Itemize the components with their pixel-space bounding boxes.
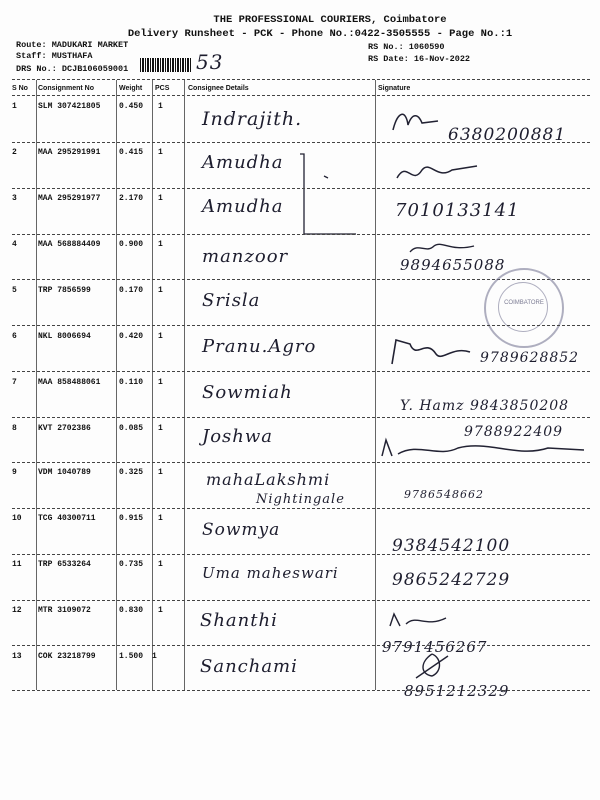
divider — [12, 325, 590, 326]
divider — [12, 600, 590, 601]
consignee-name: mahaLakshmi — [206, 470, 331, 489]
row-sno: 6 — [12, 332, 17, 341]
row-weight: 0.830 — [119, 606, 144, 615]
drs-label: DRS No.: DCJB106059001 — [16, 64, 129, 74]
consignee-name: Joshwa — [202, 426, 274, 447]
handwritten-count: 53 — [196, 50, 224, 74]
row-weight: 0.420 — [119, 332, 144, 341]
row-pcs: 1 — [158, 148, 163, 157]
signature-scribble — [392, 158, 482, 188]
row-pcs: 1 — [158, 332, 163, 341]
row-consignment: COK 23218799 — [38, 652, 96, 661]
row-consignment: MAA 295291977 — [38, 194, 101, 203]
signature-phone: 9791456267 — [382, 638, 488, 656]
divider — [12, 142, 590, 143]
signature-phone: Y. Hamz 9843850208 — [400, 398, 570, 414]
consignee-name: Indrajith. — [202, 108, 303, 130]
col-consignee: Consignee Details — [188, 85, 249, 92]
row-sno: 12 — [12, 606, 22, 615]
staff-label: Staff: MUSTHAFA — [16, 51, 93, 61]
row-pcs: 1 — [158, 424, 163, 433]
divider — [12, 95, 590, 96]
row-pcs: 1 — [158, 514, 163, 523]
signature-scribble — [388, 105, 448, 135]
row-weight: 0.915 — [119, 514, 144, 523]
col-pcs: PCS — [155, 85, 170, 92]
col-consignment: Consignment No — [38, 85, 94, 92]
row-consignment: NKL 8006694 — [38, 332, 91, 341]
row-weight: 2.170 — [119, 194, 144, 203]
route-label: Route: MADUKARI MARKET — [16, 40, 129, 50]
row-sno: 10 — [12, 514, 22, 523]
row-consignment: MAA 295291991 — [38, 148, 101, 157]
row-sno: 2 — [12, 148, 17, 157]
row-sno: 4 — [12, 240, 17, 249]
row-consignment: MAA 568884409 — [38, 240, 101, 249]
row-consignment: TCG 40300711 — [38, 514, 96, 523]
barcode — [140, 58, 192, 72]
row-consignment: VDM 1040789 — [38, 468, 91, 477]
row-weight: 0.900 — [119, 240, 144, 249]
signature-phone: 9786548662 — [404, 488, 484, 501]
divider — [12, 554, 590, 555]
row-pcs: 1 — [158, 194, 163, 203]
company-stamp — [484, 268, 564, 348]
row-sno: 11 — [12, 560, 22, 569]
signature-scribble — [378, 436, 588, 462]
row-consignment: MTR 3109072 — [38, 606, 91, 615]
row-pcs: 1 — [158, 102, 163, 111]
divider — [12, 645, 590, 646]
stamp-text: COIMBATORE — [504, 300, 544, 306]
signature-phone: 8951212329 — [404, 682, 510, 700]
row-pcs: 1 — [152, 652, 157, 661]
divider — [12, 79, 590, 80]
row-weight: 0.110 — [119, 378, 144, 387]
column-rule — [184, 80, 185, 690]
rs-no: RS No.: 1060590 — [368, 42, 445, 52]
signature-scribble — [408, 240, 478, 256]
signature-scribble — [386, 612, 456, 632]
divider — [12, 234, 590, 235]
row-weight: 1.500 — [119, 652, 144, 661]
col-sno: S No — [12, 85, 28, 92]
signature-phone: 9865242729 — [392, 570, 511, 590]
col-signature: Signature — [378, 85, 411, 92]
consignee-name: Uma maheswari — [202, 564, 339, 582]
consignee-name: Sowmya — [202, 520, 281, 540]
row-sno: 9 — [12, 468, 17, 477]
row-pcs: 1 — [158, 240, 163, 249]
consignee-name: Shanthi — [200, 610, 278, 631]
row-pcs: 1 — [158, 468, 163, 477]
row-weight: 0.170 — [119, 286, 144, 295]
consignee-name: Srisla — [202, 290, 261, 311]
row-sno: 7 — [12, 378, 17, 387]
consignee-name: Sanchami — [200, 656, 298, 677]
signature-phone: 9894655088 — [400, 256, 506, 274]
row-consignment: TRP 6533264 — [38, 560, 91, 569]
divider — [12, 371, 590, 372]
column-rule — [375, 80, 376, 690]
rs-date: RS Date: 16-Nov-2022 — [368, 54, 471, 64]
signature-phone: 7010133141 — [395, 200, 520, 221]
signature-scribble — [412, 650, 452, 680]
row-weight: 0.450 — [119, 102, 144, 111]
company-title: THE PROFESSIONAL COURIERS, Coimbatore — [213, 14, 447, 26]
row-weight: 0.085 — [119, 424, 144, 433]
divider — [12, 690, 590, 691]
column-rule — [36, 80, 37, 690]
signature-phone: 6380200881 — [448, 125, 567, 145]
consignee-name: Amudha — [202, 152, 284, 173]
col-weight: Weight — [119, 85, 143, 92]
row-consignment: SLM 307421805 — [38, 102, 101, 111]
consignee-name: Sowmiah — [202, 382, 293, 403]
row-pcs: 1 — [158, 606, 163, 615]
row-weight: 0.325 — [119, 468, 144, 477]
consignee-name: Pranu.Agro — [202, 336, 317, 357]
consignee-name: manzoor — [202, 246, 289, 267]
column-rule — [116, 80, 117, 690]
row-consignment: KVT 2702386 — [38, 424, 91, 433]
signature-phone: 9789628852 — [480, 350, 580, 366]
signature-phone: 9384542100 — [392, 536, 511, 556]
consignee-name-line2: Nightingale — [256, 492, 345, 507]
divider — [12, 508, 590, 509]
row-sno: 13 — [12, 652, 22, 661]
signature-scribble — [386, 334, 476, 368]
row-sno: 1 — [12, 102, 17, 111]
row-pcs: 1 — [158, 378, 163, 387]
divider — [12, 462, 590, 463]
runsheet-title: Delivery Runsheet - PCK - Phone No.:0422-3505555 - Page No.:1 — [127, 28, 513, 40]
row-pcs: 1 — [158, 286, 163, 295]
divider — [12, 417, 590, 418]
row-sno: 8 — [12, 424, 17, 433]
column-rule — [152, 80, 153, 690]
bracket-mark — [296, 150, 366, 240]
consignee-name: Amudha — [202, 196, 284, 217]
row-sno: 5 — [12, 286, 17, 295]
row-weight: 0.735 — [119, 560, 144, 569]
row-sno: 3 — [12, 194, 17, 203]
divider — [12, 188, 590, 189]
row-weight: 0.415 — [119, 148, 144, 157]
row-consignment: TRP 7856599 — [38, 286, 91, 295]
signature-phone: 9788922409 — [464, 424, 564, 440]
row-consignment: MAA 858488061 — [38, 378, 101, 387]
row-pcs: 1 — [158, 560, 163, 569]
